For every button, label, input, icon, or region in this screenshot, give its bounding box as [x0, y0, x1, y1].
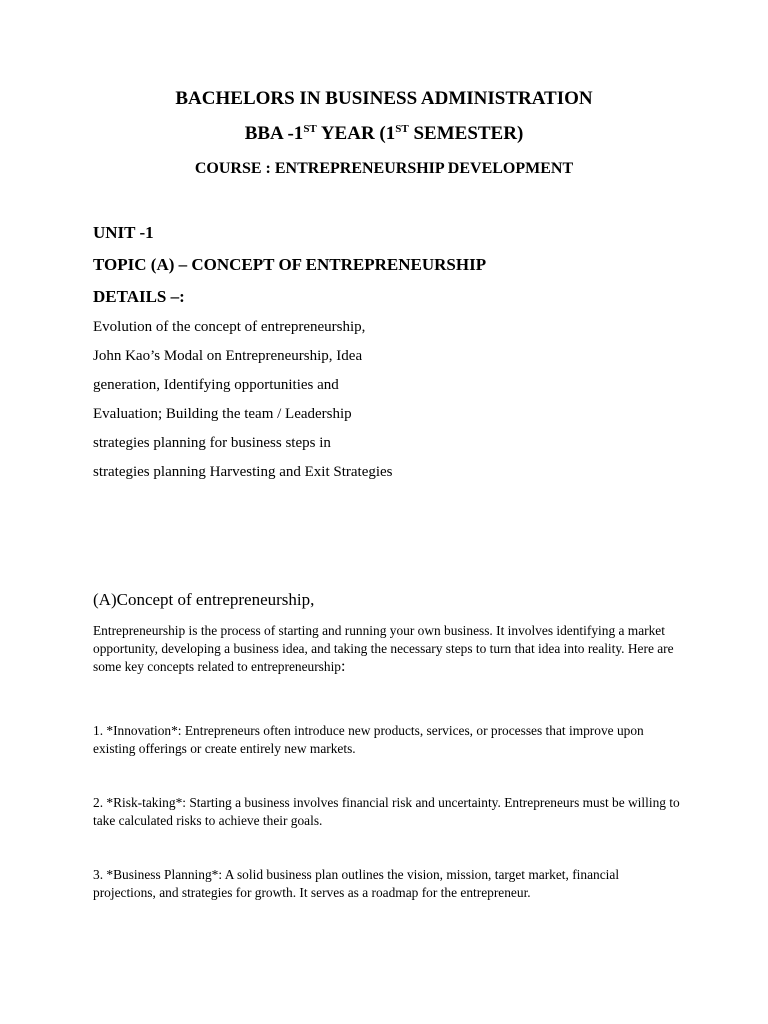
year-middle: YEAR (1 [316, 123, 396, 144]
intro-colon: : [341, 658, 346, 675]
details-line: generation, Identifying opportunities and [93, 377, 339, 393]
intro-paragraph [93, 622, 683, 676]
concept-point-innovation: 1. *Innovation*: Entrepreneurs often introduce new products, services, or processes that improve upon existing offerings or create entirely new markets. [93, 723, 644, 756]
unit-heading: UNIT -1 [93, 223, 154, 242]
year-prefix: BBA -1 [244, 123, 304, 144]
details-line: Evolution of the concept of entrepreneurship, [93, 319, 366, 335]
ordinal-superscript-semester: ST [395, 123, 409, 135]
course-title: COURSE : ENTREPRENEURSHIP DEVELOPMENT [194, 160, 574, 177]
intro-text: Entrepreneurship is the process of starting and running your own business. It involves identifying a market opportunity, developing a business idea, and taking the necessary steps to turn that idea into reality. Here are some key concepts related to entrepreneurship [93, 623, 674, 674]
program-title: BACHELORS IN BUSINESS ADMINISTRATION [175, 88, 593, 109]
topic-heading: TOPIC (A) – CONCEPT OF ENTREPRENEURSHIP [93, 255, 487, 274]
details-line: strategies planning for business steps in [93, 435, 331, 451]
ordinal-superscript-year: ST [303, 123, 317, 135]
concept-point-business-planning: 3. *Business Planning*: A solid business plan outlines the vision, mission, target market, financial projections, and strategies for growth. It serves as a roadmap for the entrepreneur. [93, 867, 620, 900]
year-semester-title [0, 122, 768, 146]
semester-suffix: SEMESTER) [408, 123, 524, 144]
details-heading: DETAILS –: [93, 287, 185, 306]
concept-point-risk-taking: 2. *Risk-taking*: Starting a business involves financial risk and uncertainty. Entrepreneurs must be willing to take calculated risks to achieve their goals. [93, 795, 680, 828]
details-line: Evaluation; Building the team / Leadership [93, 406, 352, 422]
section-heading: (A)Concept of entrepreneurship, [93, 590, 315, 609]
details-line: strategies planning Harvesting and Exit Strategies [93, 464, 393, 480]
details-line: John Kao’s Modal on Entrepreneurship, Idea [93, 348, 363, 364]
